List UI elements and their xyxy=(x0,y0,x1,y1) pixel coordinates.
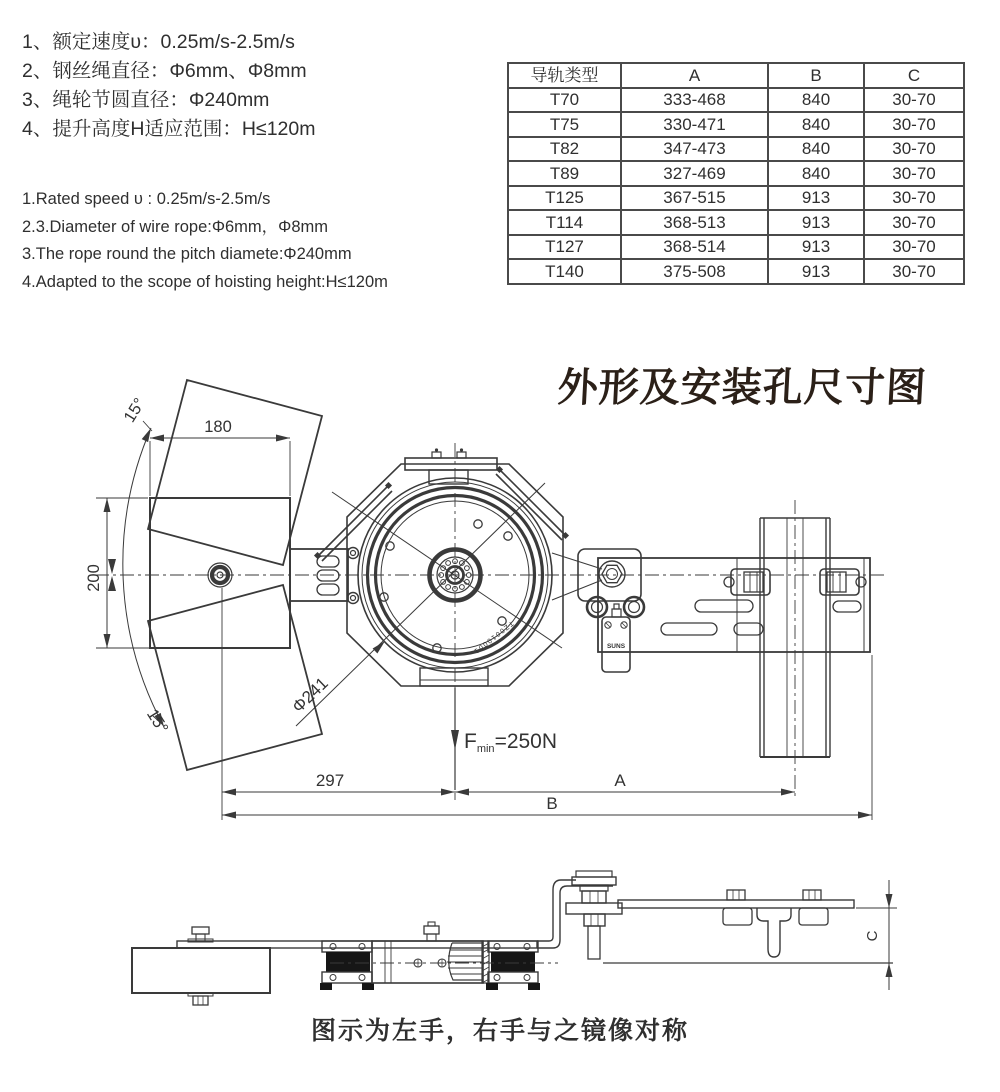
table-cell: 30-70 xyxy=(864,112,964,137)
dim-label-200: 200 xyxy=(85,564,103,592)
svg-text:Fmin=250N: Fmin=250N xyxy=(464,730,558,755)
table-cell: 347-473 xyxy=(621,137,768,162)
table-cell: T82 xyxy=(508,137,621,162)
dimension-180 xyxy=(150,418,290,496)
table-cell: 333-468 xyxy=(621,88,768,113)
table-cell: 375-508 xyxy=(621,259,768,284)
table-cell: 367-515 xyxy=(621,186,768,211)
dim-label-B: B xyxy=(546,794,558,813)
switch-brand-label: SUNS xyxy=(606,643,626,650)
dim-label-C: C xyxy=(864,930,881,942)
table-cell: T127 xyxy=(508,235,621,260)
spec-item: 4、提升高度H适应范围：H≤120m xyxy=(22,118,316,140)
force-annotation xyxy=(451,688,557,790)
engraved-serial: TZ0010001 xyxy=(471,619,515,656)
rail-clip-right xyxy=(820,569,866,595)
table-cell: 30-70 xyxy=(864,137,964,162)
dim-label-diameter: Φ241 xyxy=(288,673,332,717)
spec-item: 4.Adapted to the scope of hoisting height:H≤120m xyxy=(22,272,388,291)
rail-blade-section xyxy=(757,908,791,957)
bottom-bracket xyxy=(420,668,488,686)
connector-block xyxy=(290,548,359,604)
rope-plate-tilted-down xyxy=(148,585,322,770)
dim-label-180: 180 xyxy=(204,418,232,436)
clip-right-side xyxy=(799,890,828,925)
table-cell: T114 xyxy=(508,210,621,235)
governor-body-side xyxy=(372,922,489,983)
rope-hitch-box xyxy=(132,948,270,993)
rail-clip-left xyxy=(724,569,770,595)
table-cell: 368-513 xyxy=(621,210,768,235)
rail-mounting-plate xyxy=(618,900,854,908)
hitch-bolt-left xyxy=(188,927,213,1005)
table-cell: 840 xyxy=(768,112,864,137)
spec-item: 1.Rated speed υ : 0.25m/s-2.5m/s xyxy=(22,190,271,208)
table-cell: 327-469 xyxy=(621,161,768,186)
rope-plate-tilted-up xyxy=(148,380,322,565)
clip-left-side xyxy=(723,890,752,925)
swing-arc xyxy=(108,395,171,737)
dimension-C xyxy=(856,880,897,990)
table-cell: 840 xyxy=(768,137,864,162)
drawing-title: 外形及安装孔尺寸图 xyxy=(556,364,929,411)
side-view xyxy=(132,871,897,1005)
table-cell: 840 xyxy=(768,88,864,113)
table-cell: 913 xyxy=(768,259,864,284)
table-cell: T75 xyxy=(508,112,621,137)
leader-arrowhead xyxy=(373,641,385,654)
dimension-A xyxy=(455,771,795,796)
rope-hitch-bolt xyxy=(566,871,622,959)
rope-plate-neutral xyxy=(150,498,290,648)
table-cell: T140 xyxy=(508,259,621,284)
table-cell: 913 xyxy=(768,210,864,235)
spec-item: 1、额定速度υ：0.25m/s-2.5m/s xyxy=(22,31,295,53)
table-cell: 30-70 xyxy=(864,210,964,235)
dimension-297 xyxy=(222,771,455,796)
angle-label-bottom: 15° xyxy=(142,706,172,737)
spec-item: 2、钢丝绳直径：Φ6mm、Φ8mm xyxy=(22,60,307,82)
table-header-cell: 导轨类型 xyxy=(508,63,621,88)
spec-item: 3.The rope round the pitch diamete:Φ240mm xyxy=(22,245,352,263)
table-cell: T89 xyxy=(508,161,621,186)
dim-label-297: 297 xyxy=(315,771,345,790)
table-header-cell: B xyxy=(768,63,864,88)
table-cell: T70 xyxy=(508,88,621,113)
table-header-cell: C xyxy=(864,63,964,88)
table-cell: T125 xyxy=(508,186,621,211)
table-cell: 30-70 xyxy=(864,161,964,186)
table-cell: 368-514 xyxy=(621,235,768,260)
table-cell: 840 xyxy=(768,161,864,186)
table-cell: 330-471 xyxy=(621,112,768,137)
table-cell: 30-70 xyxy=(864,235,964,260)
drawing-caption: 图示为左手，右手与之镜像对称 xyxy=(310,1017,689,1045)
dim-label-A: A xyxy=(614,771,626,790)
table-header-cell: A xyxy=(621,63,768,88)
table-cell: 30-70 xyxy=(864,259,964,284)
front-view xyxy=(85,380,885,820)
spec-item: 2.3.Diameter of wire rope:Φ6mm，Φ8mm xyxy=(22,217,328,236)
diameter-leader-line xyxy=(296,483,545,726)
table-cell: 30-70 xyxy=(864,88,964,113)
angle-label-top: 15° xyxy=(120,395,150,426)
table-cell: 30-70 xyxy=(864,186,964,211)
bend-bracket-outer xyxy=(537,886,613,948)
dimension-B xyxy=(222,794,872,819)
table-cell: 913 xyxy=(768,186,864,211)
table-cell: 913 xyxy=(768,235,864,260)
bend-bracket-inner xyxy=(537,880,576,941)
spec-item: 3、绳轮节圆直径：Φ240mm xyxy=(22,89,270,111)
